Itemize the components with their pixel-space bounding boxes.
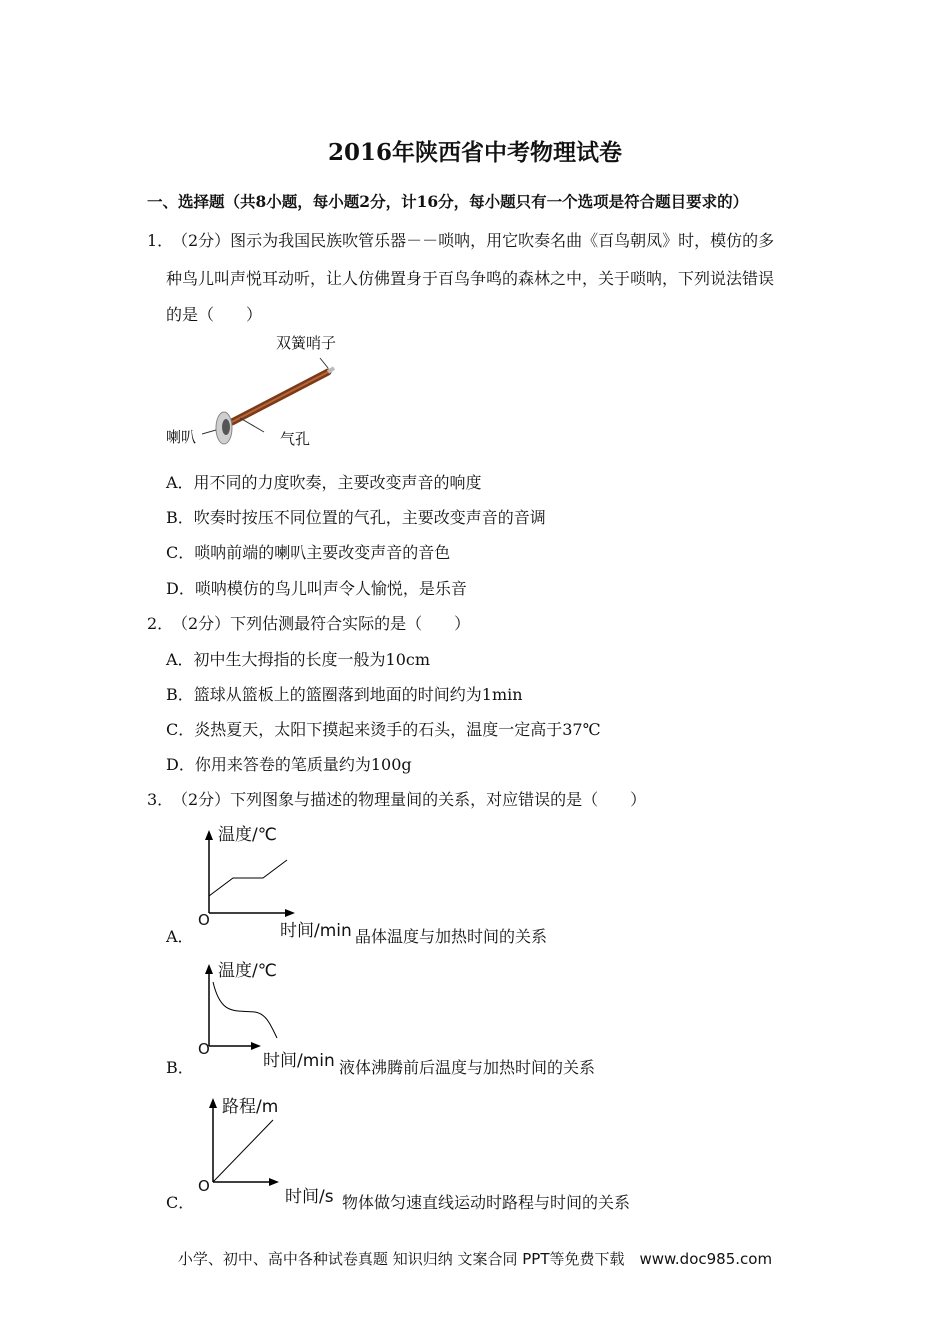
footer-banner: 小学、初中、高中各种试卷真题 知识归纳 文案合同 PPT等免费下载 www.doc985.com [177, 1250, 773, 1268]
q2-option-c: C．炎热夏天，太阳下摸起来烫手的石头，温度一定高于37℃ [166, 720, 601, 739]
q1-stem-line-2: 种鸟儿叫声悦耳动听，让人仿佛置身于百鸟争鸣的森林之中，关于唢呐，下列说法错误 [166, 269, 775, 288]
q1-number: 1． [147, 231, 174, 250]
q3-graph-b-xlabel: 时间/min [263, 1051, 335, 1071]
q3-option-b-letter: B． [166, 1058, 194, 1077]
suona-figure [160, 330, 350, 455]
q3-graph-a-xlabel: 时间/min [280, 921, 352, 941]
q2-option-a: A．初中生大拇指的长度一般为10cm [166, 650, 431, 669]
q1-option-c: C．唢呐前端的喇叭主要改变声音的音色 [166, 543, 451, 562]
q1-option-b: B．吹奏时按压不同位置的气孔，主要改变声音的音调 [166, 508, 546, 527]
q2-option-d: D．你用来答卷的笔质量约为100g [166, 755, 412, 774]
q3-graph-a-ylabel: 温度/℃ [218, 825, 277, 845]
q3-graph-c-caption: 物体做匀速直线运动时路程与时间的关系 [342, 1193, 631, 1212]
q3-option-c-letter: C． [166, 1193, 195, 1212]
q1-option-a: A．用不同的力度吹奏，主要改变声音的响度 [166, 473, 482, 492]
q1-stem-line-3: 的是（ ） [166, 305, 263, 324]
q3-graph-b-caption: 液体沸腾前后温度与加热时间的关系 [339, 1058, 596, 1077]
reed-label: 双簧哨子 [276, 334, 337, 352]
q3-graph-b-origin: O [198, 1040, 210, 1058]
q2-number: 2． [147, 614, 174, 633]
q3-stem: （2分）下列图象与描述的物理量间的关系，对应错误的是（ ） [172, 790, 647, 809]
q3-graph-a-origin: O [198, 911, 210, 929]
q1-option-d: D．唢呐模仿的鸟儿叫声令人愉悦，是乐音 [166, 579, 467, 598]
q2-stem: （2分）下列估测最符合实际的是（ ） [172, 614, 471, 633]
bell-label: 喇叭 [166, 428, 197, 446]
q3-graph-a-caption: 晶体温度与加热时间的关系 [355, 927, 548, 946]
q2-option-b: B．篮球从篮板上的篮圈落到地面的时间约为1min [166, 685, 523, 704]
q3-number: 3． [147, 790, 174, 809]
hole-label: 气孔 [280, 430, 311, 448]
q1-stem-line-1: （2分）图示为我国民族吹管乐器－－唢呐，用它吹奏名曲《百鸟朝凤》时，模仿的多 [172, 231, 775, 250]
q3-graph-c-origin: O [198, 1177, 210, 1195]
page-title: 2016年陕西省中考物理试卷 [327, 139, 622, 166]
q3-graph-c-ylabel: 路程/m [222, 1097, 279, 1117]
section-heading: 一、选择题（共8小题，每小题2分，计16分，每小题只有一个选项是符合题目要求的） [147, 192, 749, 211]
q3-option-a-letter: A． [166, 927, 194, 946]
q3-graph-c-xlabel: 时间/s [285, 1187, 334, 1207]
q3-graph-b-ylabel: 温度/℃ [218, 961, 277, 981]
